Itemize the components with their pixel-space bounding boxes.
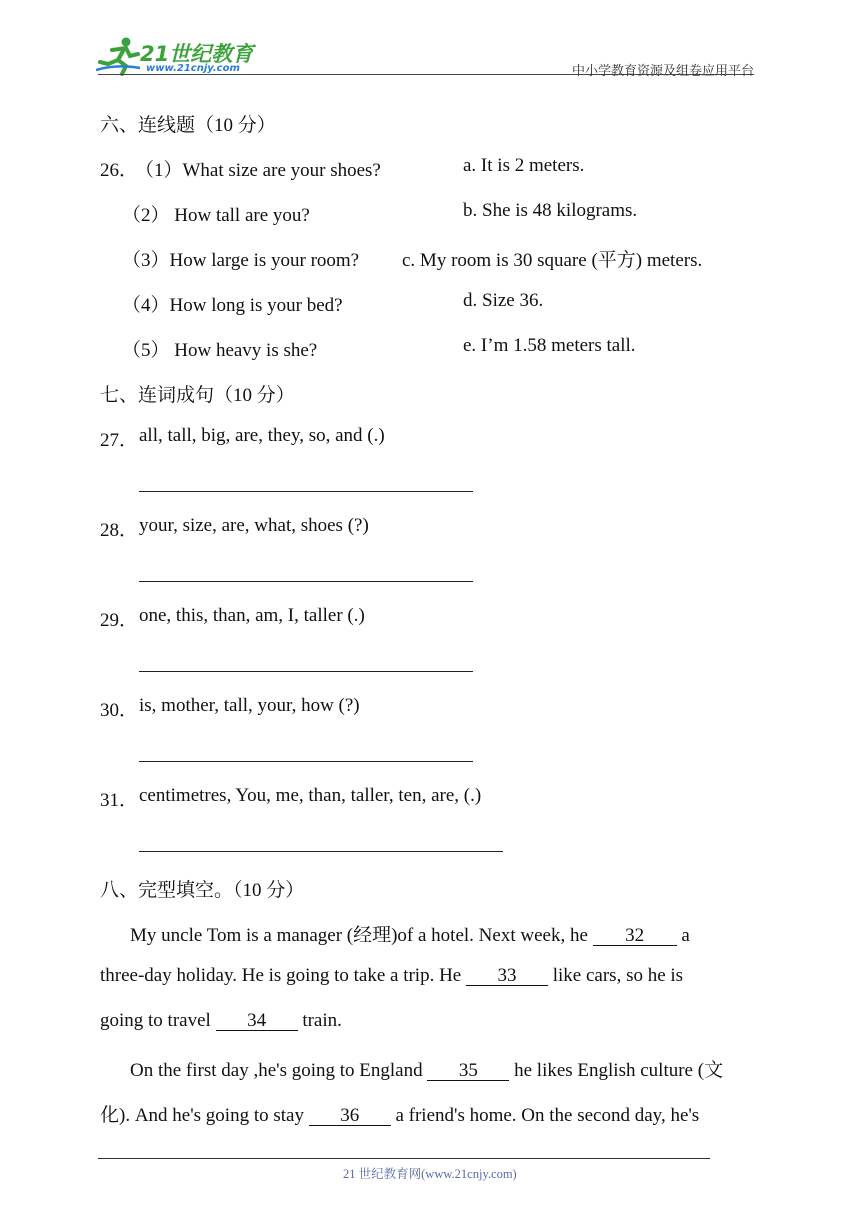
match-left-3: （3）How large is your room? — [122, 250, 360, 271]
cloze-text: a — [676, 925, 690, 946]
question-31-words: centimetres, You, me, than, taller, ten, are, (.) — [139, 785, 482, 806]
cloze-paragraph-2-line-2 — [100, 1100, 699, 1127]
match-left-5: （5） How heavy is she? — [122, 340, 318, 361]
cloze-paragraph-1-line-1 — [130, 920, 690, 947]
question-29-number: 29． — [100, 610, 139, 631]
cloze-paragraph-1-line-3 — [100, 1010, 342, 1032]
question-31-number: 31． — [100, 790, 139, 811]
header-divider — [98, 74, 754, 75]
cloze-text: On the first day ,he's going to England — [130, 1060, 428, 1081]
blank-32[interactable]: 32 — [593, 926, 677, 946]
header-platform-text: 中小学教育资源及组卷应用平台 — [572, 64, 755, 79]
section6-title: 六、连线题（10 分） — [100, 115, 276, 136]
blank-35[interactable]: 35 — [427, 1061, 509, 1081]
cloze-text: three-day holiday. He is going to take a trip. He — [100, 965, 466, 986]
footer-divider — [98, 1158, 710, 1159]
question-26-number: 26． — [100, 160, 139, 181]
question-30-words: is, mother, tall, your, how (?) — [139, 695, 360, 716]
match-right-d: d. Size 36. — [463, 290, 544, 311]
answer-line-29[interactable] — [139, 671, 473, 672]
cloze-text: going to travel — [100, 1010, 216, 1031]
match-right-a: a. It is 2 meters. — [463, 155, 585, 176]
match-left-2: （2） How tall are you? — [122, 205, 310, 226]
match-right-e: e. I’m 1.58 meters tall. — [463, 335, 636, 356]
cloze-text: My uncle Tom is a manager (经理)of a hotel. Next week, he — [130, 925, 593, 946]
question-28-words: your, size, are, what, shoes (?) — [139, 515, 369, 536]
cloze-text: 化). And he's going to stay — [100, 1105, 309, 1126]
answer-line-28[interactable] — [139, 581, 473, 582]
question-27-words: all, tall, big, are, they, so, and (.) — [139, 425, 385, 446]
answer-line-31[interactable] — [139, 851, 503, 852]
answer-line-30[interactable] — [139, 761, 473, 762]
cloze-text: he likes English culture (文 — [509, 1060, 724, 1081]
cloze-paragraph-2-line-1 — [130, 1055, 723, 1082]
logo-main-text: 21世纪教育 — [140, 42, 254, 66]
question-29-words: one, this, than, am, I, taller (.) — [139, 605, 365, 626]
runner-icon — [96, 36, 142, 76]
blank-33[interactable]: 33 — [466, 966, 548, 986]
section8-title: 八、完型填空。（10 分） — [100, 880, 305, 901]
question-27-number: 27． — [100, 430, 139, 451]
question-28-number: 28． — [100, 520, 139, 541]
match-left-4: （4）How long is your bed? — [122, 295, 343, 316]
section7-title: 七、连词成句（10 分） — [100, 385, 295, 406]
match-right-c: c. My room is 30 square (平方) meters. — [402, 250, 703, 271]
cloze-text: train. — [297, 1010, 342, 1031]
match-left-1: （1）What size are your shoes? — [135, 160, 381, 181]
cloze-text: a friend's home. On the second day, he's — [390, 1105, 700, 1126]
match-right-b: b. She is 48 kilograms. — [463, 200, 638, 221]
answer-line-27[interactable] — [139, 491, 473, 492]
blank-36[interactable]: 36 — [309, 1106, 391, 1126]
cloze-text: like cars, so he is — [548, 965, 684, 986]
cloze-paragraph-1-line-2 — [100, 965, 683, 987]
footer-source-text[interactable]: 21 世纪教育网(www.21cnjy.com) — [343, 1167, 517, 1181]
logo-url-text: www.21cnjy.com — [146, 63, 240, 74]
blank-34[interactable]: 34 — [216, 1011, 298, 1031]
logo[interactable] — [96, 36, 256, 78]
question-30-number: 30． — [100, 700, 139, 721]
